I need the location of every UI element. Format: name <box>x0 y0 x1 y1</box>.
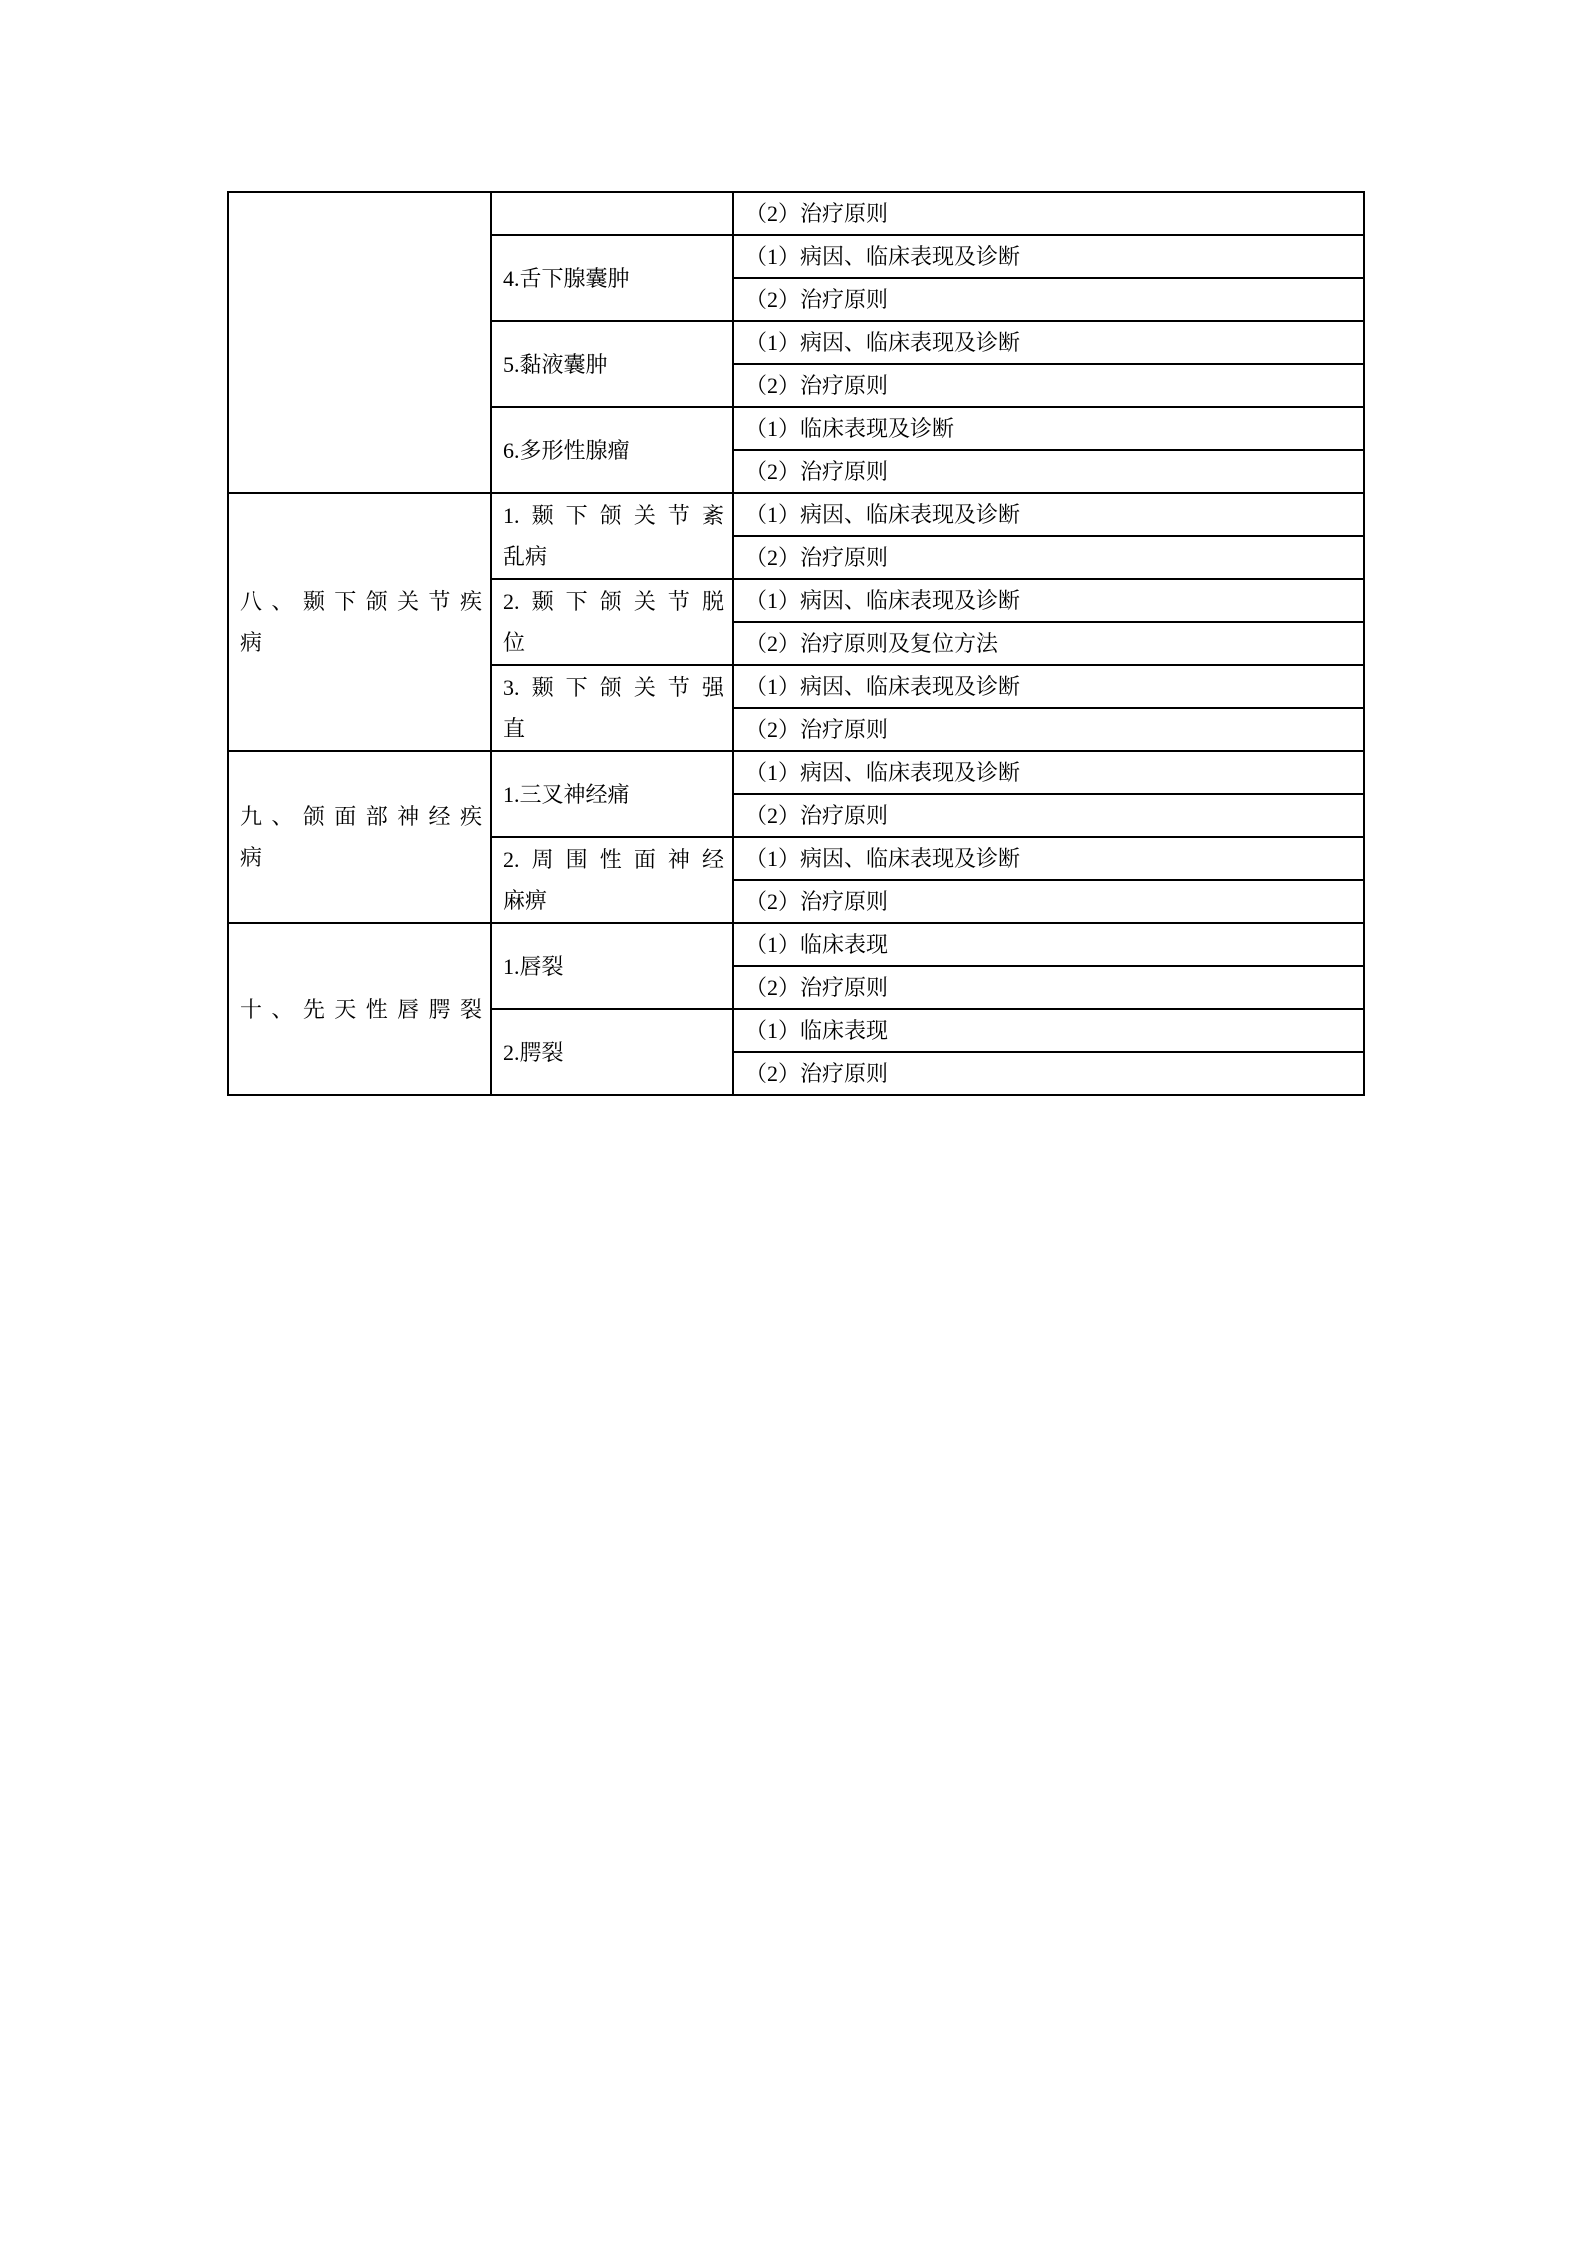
topic-cell <box>491 579 733 665</box>
detail-cell <box>733 923 1364 966</box>
topic-cell <box>491 407 733 493</box>
topic-name: 位 <box>503 630 526 655</box>
requirement-text: （1）临床表现及诊断 <box>745 416 955 441</box>
requirement-text: （2）治疗原则 <box>745 717 889 742</box>
requirement-text: （1）病因、临床表现及诊断 <box>745 502 1021 527</box>
detail-cell <box>733 364 1364 407</box>
requirement-text: （2）治疗原则 <box>745 373 889 398</box>
section-title: 病 <box>240 630 263 655</box>
topic-cell-empty <box>491 192 733 235</box>
requirement-text: （2）治疗原则 <box>745 803 889 828</box>
detail-cell <box>733 665 1364 708</box>
requirement-text: （1）病因、临床表现及诊断 <box>745 674 1021 699</box>
topic-cell <box>491 235 733 321</box>
topic-name: 5.黏液囊肿 <box>503 351 608 377</box>
requirement-text: （1）病因、临床表现及诊断 <box>745 244 1021 269</box>
topic-name: 麻痹 <box>503 888 548 913</box>
detail-cell <box>733 278 1364 321</box>
topic-name: 3.颞下颌关节强 <box>503 675 724 700</box>
topic-name: 1.唇裂 <box>503 953 564 979</box>
topic-cell <box>491 1009 733 1095</box>
section-cell-empty <box>228 192 491 493</box>
topic-name: 1.颞下颌关节紊 <box>503 503 724 528</box>
table-row <box>228 493 1364 536</box>
detail-cell <box>733 321 1364 364</box>
requirement-text: （2）治疗原则 <box>745 1061 889 1086</box>
detail-cell <box>733 493 1364 536</box>
requirement-text: （1）临床表现 <box>745 932 889 957</box>
detail-cell <box>733 880 1364 923</box>
section-cell <box>228 923 491 1095</box>
section-title: 病 <box>240 845 263 870</box>
topic-name: 乱病 <box>503 544 548 569</box>
topic-name: 2.腭裂 <box>503 1039 564 1065</box>
section-title: 九、颌面部神经疾 <box>240 804 482 829</box>
topic-name: 1.三叉神经痛 <box>503 781 630 807</box>
requirement-text: （1）病因、临床表现及诊断 <box>745 760 1021 785</box>
section-cell <box>228 751 491 923</box>
requirement-text: （1）病因、临床表现及诊断 <box>745 330 1021 355</box>
topic-name: 直 <box>503 716 526 741</box>
topic-name: 2.颞下颌关节脱 <box>503 589 724 614</box>
section-cell <box>228 493 491 751</box>
table-row <box>228 192 1364 235</box>
detail-cell <box>733 751 1364 794</box>
requirement-text: （2）治疗原则 <box>745 975 889 1000</box>
detail-cell <box>733 579 1364 622</box>
detail-cell <box>733 450 1364 493</box>
topic-cell <box>491 923 733 1009</box>
detail-cell <box>733 837 1364 880</box>
topic-cell <box>491 493 733 579</box>
detail-cell <box>733 966 1364 1009</box>
topic-name: 4.舌下腺囊肿 <box>503 265 630 291</box>
requirement-text: （2）治疗原则及复位方法 <box>745 631 999 656</box>
detail-cell <box>733 192 1364 235</box>
requirement-text: （2）治疗原则 <box>745 889 889 914</box>
requirement-text: （2）治疗原则 <box>745 459 889 484</box>
table-row <box>228 751 1364 794</box>
detail-cell <box>733 407 1364 450</box>
detail-cell <box>733 1009 1364 1052</box>
requirement-text: （1）病因、临床表现及诊断 <box>745 588 1021 613</box>
detail-cell <box>733 708 1364 751</box>
topic-cell <box>491 751 733 837</box>
requirement-text: （1）临床表现 <box>745 1018 889 1043</box>
section-title: 十、先天性唇腭裂 <box>240 996 482 1022</box>
topic-cell <box>491 665 733 751</box>
topic-cell <box>491 321 733 407</box>
topic-name: 2.周围性面神经 <box>503 847 724 872</box>
topic-name: 6.多形性腺瘤 <box>503 437 630 463</box>
requirement-text: （2）治疗原则 <box>745 545 889 570</box>
topic-cell <box>491 837 733 923</box>
detail-cell <box>733 794 1364 837</box>
section-title: 八、颞下颌关节疾 <box>240 589 482 614</box>
table-row <box>228 923 1364 966</box>
requirement-text: （2）治疗原则 <box>745 287 889 312</box>
detail-cell <box>733 1052 1364 1095</box>
detail-cell <box>733 536 1364 579</box>
detail-cell <box>733 235 1364 278</box>
detail-cell <box>733 622 1364 665</box>
requirement-text: （1）病因、临床表现及诊断 <box>745 846 1021 871</box>
requirement-text: （2）治疗原则 <box>745 201 889 226</box>
syllabus-table <box>227 191 1365 1096</box>
